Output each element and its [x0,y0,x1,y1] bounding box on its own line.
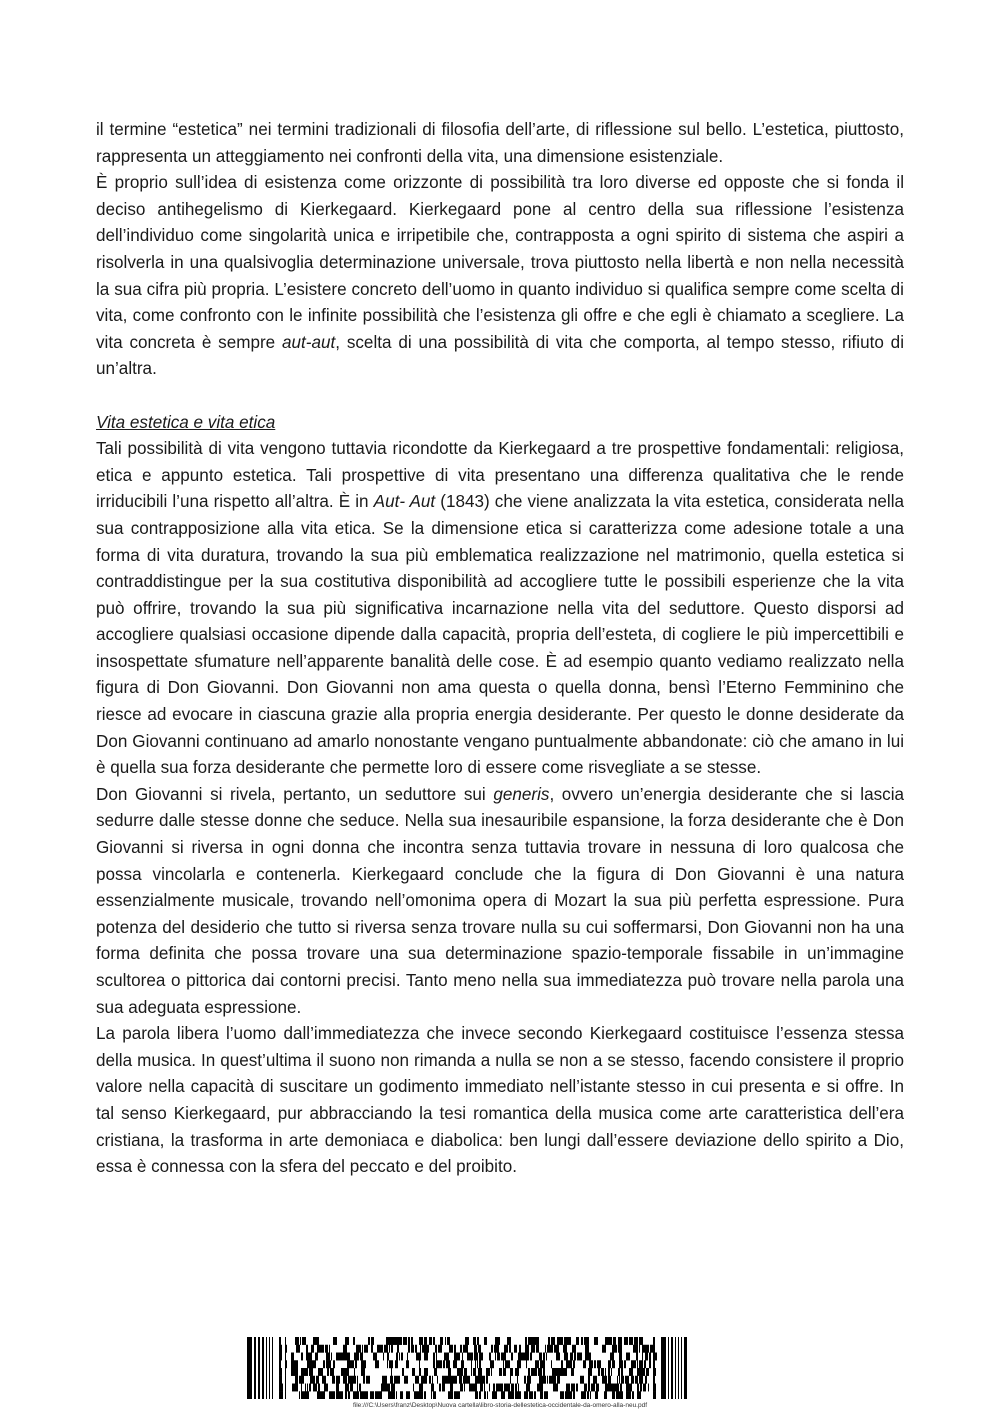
paragraph-text: Tali possibilità di vita vengono tuttavia ricondotte da Kierkegaard a tre prospettive fondamentali: religiosa, etica e appunto estetica. Tali prospettive di vita presentano una differenza qualitativa che le rende irriducibili l’una rispetto all’altra. È in [96,439,904,512]
paragraph [96,782,904,1021]
paragraph [96,436,904,782]
blank-line [96,383,904,410]
paragraph-text: , ovvero un’energia desiderante che si lascia sedurre dalle stesse donne che seduce. Nella sua inesauribile espansione, la forza desiderante che è Don Giovanni si riversa in ogni donna che incontra senza tuttavia trovare in nessuna di loro qualcosa che possa vincolarla e contenerla. Kierkegaard conclude che la figura di Don Giovanni è una natura essenzialmente musicale, trovando nell’omonima opera di Mozart la sua più perfetta espressione. Pura potenza del desiderio che tutto si riversa senza trovare nulla su cui soffermarsi, Don Giovanni non ha una forma definita che possa trovare una sua determinazione spazio-temporale fissabile in un’immagine scultorea o pittorica dai contorni precisi. Tanto meno nella sua immediatezza può trovare nella parola una sua adeguata espressione. [96,784,905,1017]
paragraph-text: (1843) che viene analizzata la vita estetica, considerata nella sua contrapposizione alla vita etica. Se la dimensione etica si caratterizza come adesione totale a una forma di vita duratura, trovando la sua più emblematica realizzazione nel matrimonio, quella estetica si contraddistingue per la sua costitutiva disponibilità ad accogliere tutte le possibili esperienze che la vita può offrire, trovando la sua più significativa incarnazione nella vita del seduttore. Questo disporsi ad accogliere qualsiasi occasione dipende dalla capacità, propria dell’esteta, di cogliere le più impercettibili e insospettate sfumature nell’apparente banalità delle cose. È ad esempio quanto vediamo realizzato nella figura di Don Giovanni. Don Giovanni non ama questa o quella donna, bensì l’Eterno Femminino che riesce ad evocare in ciascuna grazie alla propria energia desiderante. Per questo le donne desiderate da Don Giovanni continuano ad amarlo nonostante vengano puntualmente abbandonate: ciò che amano in lui è quella sua forza desiderante che permette loro di essere come risvegliate a se stesse. [96,492,904,778]
italic-title: Aut- Aut [373,492,436,512]
paragraph [96,170,904,383]
paragraph-text: Don Giovanni si rivela, pertanto, un seduttore sui [96,784,494,804]
paragraph: La parola libera l’uomo dall’immediatezza che invece secondo Kierkegaard costituisce l’essenza stessa della musica. In quest’ultima il suono non rimanda a nulla se non a se stesso, facendo consistere il proprio valore nella capacità di suscitare un godimento immediato nell’istante stesso in cui presenta e si offre. In tal senso Kierkegaard, pur abbracciando la tesi romantica della musica come arte caratteristica dell’era cristiana, la trasforma in arte demoniaca e diabolica: ben lungi dall’essere deviazione dello spirito a Dio, essa è connessa con la sfera del peccato e del proibito. [96,1024,904,1177]
barcode-icon [247,1337,687,1399]
document-body [96,117,904,1181]
paragraph-text: , scelta di una possibilità di vita che comporta, al tempo stesso, rifiuto di un’altra. [96,332,904,379]
paragraph: il termine “estetica” nei termini tradizionali di filosofia dell’arte, di riflessione sul bello. L’estetica, piuttosto, rappresenta un atteggiamento nei confronti della vita, una dimensione esistenziale. [96,120,904,166]
italic-term: aut-aut [282,332,336,352]
italic-term: generis [493,784,550,804]
file-path-footer: file:///C:\Users\franz\Desktop\Nuova cartella\libro-storia-dellestetica-occidentale-da-omero-alla-neu.pdf [352,1402,648,1409]
section-heading: Vita estetica e vita etica [96,412,276,432]
paragraph-text: È proprio sull’idea di esistenza come orizzonte di possibilità tra loro diverse ed opposte che si fonda il deciso antihegelismo di Kierkegaard. Kierkegaard pone al centro della sua riflessione l’esistenza dell’individuo come singolarità unica e irripetibile che, contrapposta a ogni spirito di sistema che aspiri a risolverla in una qualsivoglia determinazione universale, trova piuttosto nella libertà e non nella necessità la sua cifra più propria. L’esistere concreto dell’uomo in quanto individuo si qualifica sempre come scelta di vita, come confronto con le infinite possibilità che l’esistenza gli offre e che egli è chiamato a scegliere. La vita concreta è sempre [96,173,904,352]
